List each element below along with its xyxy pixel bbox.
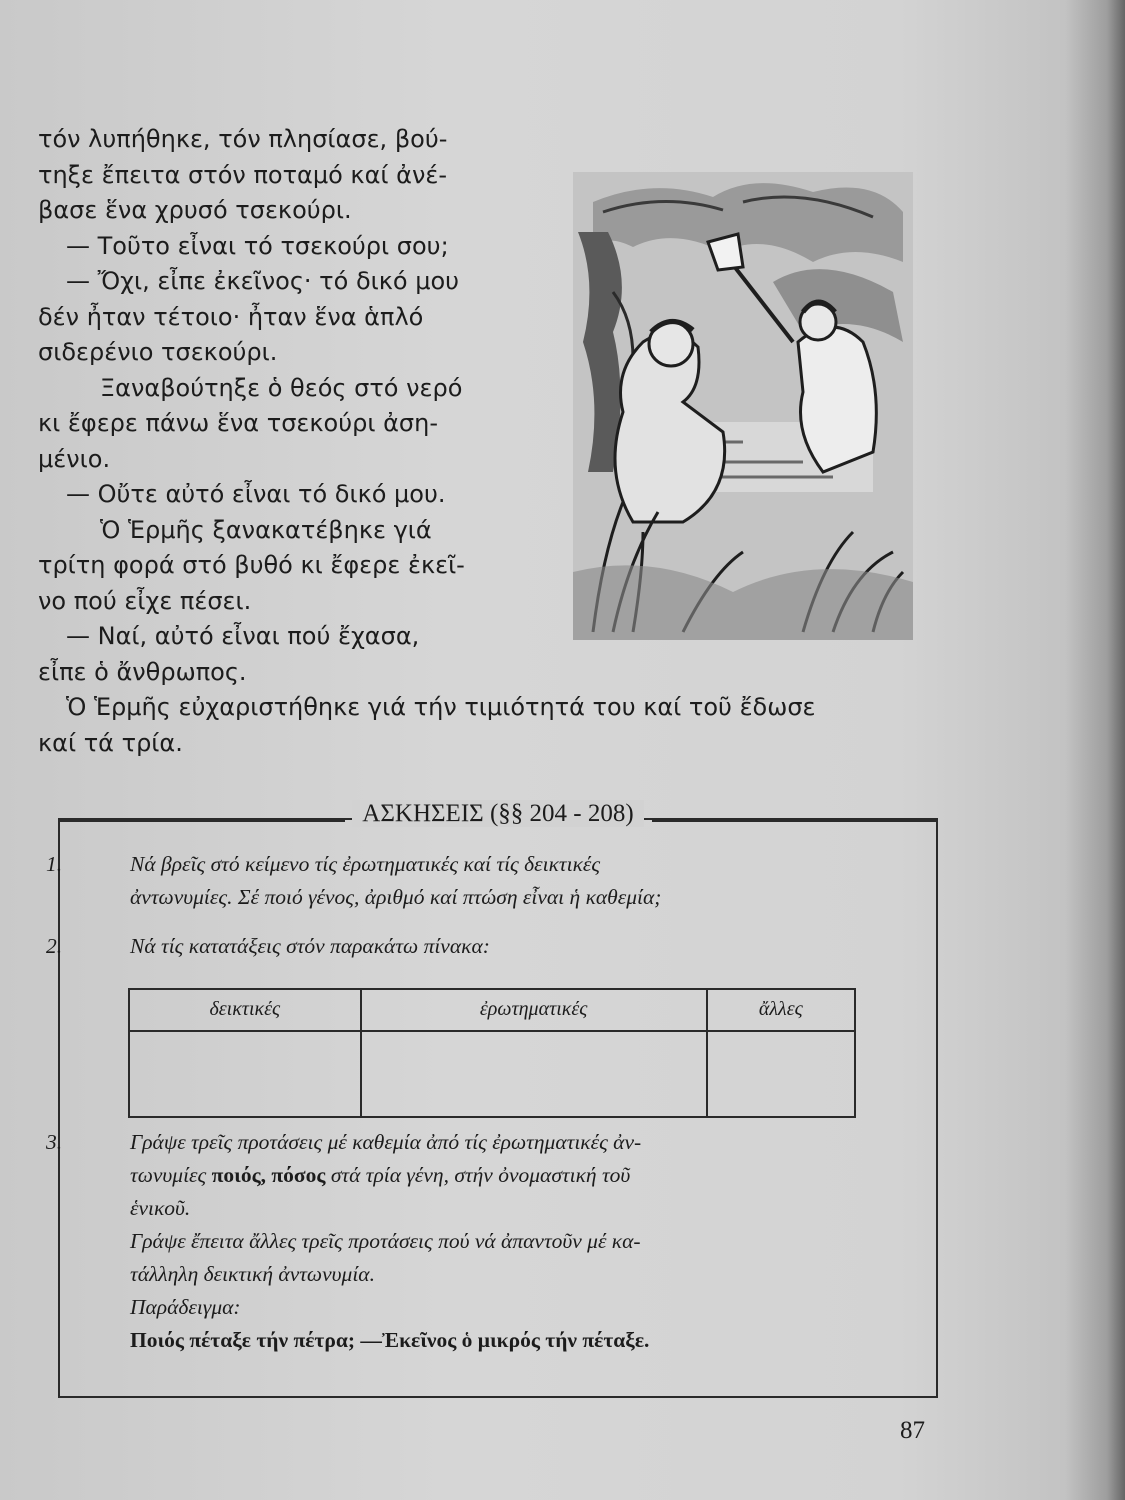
story-line: τηξε ἔπειτα στόν ποταμό καί ἀνέ- <box>38 160 447 189</box>
story-closing <box>38 690 933 761</box>
story-line: — Ὄχι, εἶπε ἐκεῖνος· τό δικό μου <box>66 267 460 295</box>
heading-rule-left <box>60 820 345 822</box>
story-text <box>38 122 500 690</box>
illustration-icon <box>573 172 913 640</box>
story-line: εἶπε ὁ ἄνθρωπος. <box>38 657 247 686</box>
table-cell-empty <box>129 1031 361 1117</box>
exercise-text: Νά βρεῖς στό κείμενο τίς ἐρωτηματικές καί τίς δεικτικές <box>130 852 601 876</box>
classification-table <box>128 988 856 1118</box>
exercise-text: τάλληλη δεικτική ἀντωνυμία. <box>130 1262 375 1286</box>
exercise-text: Γράψε τρεῖς προτάσεις μέ καθεμία ἀπό τίς ἐρωτηματικές ἀν- <box>130 1130 642 1154</box>
story-line: — Ναί, αὐτό εἶναι πού ἔχασα, <box>66 622 420 650</box>
exercise-text: Νά τίς κατατάξεις στόν παρακάτω πίνακα: <box>130 934 490 958</box>
story-line: τρίτη φορά στό βυθό κι ἔφερε ἐκεῖ- <box>38 551 465 579</box>
exercise-text-line <box>88 1159 900 1192</box>
exercise-number: 1. <box>46 852 63 876</box>
example-sentence: Ποιός πέταξε τήν πέτρα; —Ἐκεῖνος ὁ μικρός τήν πέταξε. <box>130 1328 650 1352</box>
exercise-number: 3. <box>46 1130 63 1154</box>
story-line: δέν ἦταν τέτοιο· ἦταν ἕνα ἁπλό <box>38 302 424 331</box>
story-line: — Τοῦτο εἶναι τό τσεκούρι σου; <box>66 231 449 260</box>
exercise-3 <box>46 1126 900 1357</box>
table-cell-empty <box>707 1031 855 1117</box>
exercise-number: 2. <box>46 934 63 958</box>
exercise-text: ἀντωνυμίες. Σέ ποιό γένος, ἀριθμό καί πτώση εἶναι ἡ καθεμία; <box>130 885 662 909</box>
table-header-interrogative: ἐρωτηματικές <box>361 989 707 1031</box>
exercises-heading: ΑΣΚΗΣΕΙΣ (§§ 204 - 208) <box>352 800 643 827</box>
story-line: κι ἔφερε πάνω ἕνα τσεκούρι ἀση- <box>38 409 438 437</box>
story-line: τόν λυπήθηκε, τόν πλησίασε, βού- <box>38 125 448 153</box>
exercise-1 <box>46 848 900 914</box>
story-line: μένιο. <box>38 444 111 473</box>
page-binding-shadow <box>1065 0 1125 1500</box>
story-line: νο πού εἶχε πέσει. <box>38 586 252 615</box>
illustration-drawing <box>573 172 913 640</box>
exercise-text: Γράψε ἔπειτα ἄλλες τρεῖς προτάσεις πού νά ἀπαντοῦν μέ κα- <box>130 1229 641 1253</box>
table-header-other: ἄλλες <box>707 989 855 1031</box>
exercise-text: ἑνικοῦ. <box>130 1196 191 1220</box>
story-closing-line: Ὁ Ἑρμῆς εὐχαριστήθηκε γιά τήν τιμιότητά του καί τοῦ ἔδωσε <box>66 693 816 721</box>
story-line: Ὁ Ἑρμῆς ξανακατέβηκε γιά <box>100 515 432 544</box>
exercise-bold-text: ποιός, πόσος <box>211 1163 326 1187</box>
table-header-demonstrative: δεικτικές <box>129 989 361 1031</box>
page-number: 87 <box>900 1417 925 1444</box>
story-line: βασε ἕνα χρυσό τσεκούρι. <box>38 196 352 224</box>
exercises-box <box>46 800 938 1398</box>
table-cell-empty <box>361 1031 707 1117</box>
exercise-2 <box>46 930 900 963</box>
story-line: σιδερένιο τσεκούρι. <box>38 338 278 366</box>
exercise-text: στά τρία γένη, στήν ὀνομαστική τοῦ <box>325 1163 631 1187</box>
exercises-heading-wrap <box>60 800 936 828</box>
story-line: Ξαναβούτηξε ὁ θεός στό νερό <box>100 373 463 402</box>
heading-rule-right <box>652 820 937 822</box>
story-closing-line: καί τά τρία. <box>38 728 183 757</box>
exercise-text: τωνυμίες <box>130 1163 212 1187</box>
example-label: Παράδειγμα: <box>130 1295 241 1319</box>
story-line: — Οὔτε αὐτό εἶναι τό δικό μου. <box>66 480 446 508</box>
